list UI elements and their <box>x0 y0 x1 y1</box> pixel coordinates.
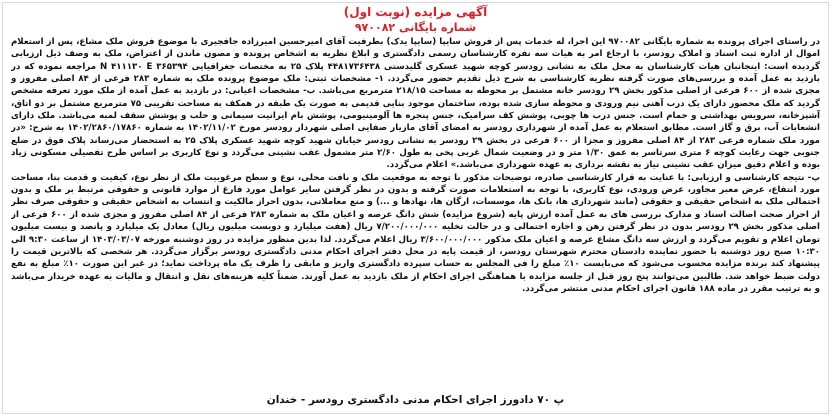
notice-body <box>11 36 820 391</box>
file-number: شماره بایگانی ۹۷۰۰۸۲ <box>354 21 477 34</box>
notice-title: آگهی مزایده (نوبت اول) <box>343 5 488 19</box>
auction-notice <box>2 2 829 414</box>
notice-signature: پ ۷۰ دادورز اجرای احکام مدنی دادگستری رودسر - خندان <box>266 394 565 406</box>
notice-paragraph: در راستای اجرای پرونده به شماره بایگانی ۹۷۰۰۸۲ این اجرا، له خدمات پس از فروش سایپا (سایپا یدک) بطرفیت آقای امیرحسین امیرزاده جافجیری با موضوع فروش ملک مشاع، پس از استعلام اموال از اداره ثبت اسناد و املاک رودسر، با ارجاع امر به هیات سه نفره کارشناسان رسمی دادگستری و ابلاغ نظریه به اشخاص پرونده و مصون ماندن از اعتراض، ملک به وصف ذیل ارزیابی گردیده است: اینجانبان هیات کارشناسان به محل ملک به نشانی رودسر کوچه شهید عسکری گلیدستی ۴۴۸۱۷۳۶۴۳۸ پلاک ۲۵ به مختصات جغرافیایی N ۴۱۱۱۳۰ E ۳۶۵۳۹۴ مراجعه نموده که در بازدید به عمل آمده و بررسی‌های صورت گرفته نظریه کارشناسی به شرح ذیل تقدیم حضور می‌گردد. ۱- مشخصات ثبتی: ملک موضوع پرونده ملک به شماره ۲۸۳ فرعی از ۸۴ اصلی مفروز و مجزی شده از ۶۰۰ فرعی از اصلی مذکور بخش ۲۹ رودسر خانه مشتمل بر محوطه به مساحت ۲۱۸/۱۵ مترمربع می‌باشد. ب- مشخصات اعیانی: در بازدید به عمل آمده از ملک مورد تعرفه مشخص گردید که ملک محصور دارای یک درب آهنی نیم ورودی و محوطه سازی شده بوده، ساختمان موجود بنایی قدیمی به صورت یک طبقه در همکف به مساحت تقریبی ۷۵ مترمربع مشتمل بر دو اتاق، آشپزخانه، سرویس بهداشتی و حمام است. جنس درب ها چوبی، پوشش کف سرامیک، جنس پنجره ها آلومینیومی، پوشش بام ایرانیت سیمانی و حلب و پوشش سقف لمبه می‌باشد. ملک دارای انشعابات آب، برق و گاز است. مطابق استعلام به عمل آمده از شهرداری رودسر به امضای آقای مازیار صفایی اصلی شهردار رودسر مورخ ۱۴۰۲/۱۱/۰۲ به شماره ۱۴۰۲/۲۸۶۰/۱۷۸۶۰ به شرح: «در مورد ملک شماره فرعی ۲۸۳ از ۸۴ اصلی مفروز و مجزا از ۶۰۰ فرعی در بخش ۲۹ رودسر به نشانی رودسر خیابان شهید کوچه شهید عسکری پلاک ۲۵ به استحضار می‌رساند پلاک فوق در ضلع جنوبی جهت رعایت کوچه ۶ متری سرتاسر به عمق ۱/۳۰ متر و در وضعیت شمال غربی پخی به طول ۲/۶۰ متر مشمول عقب نشینی می‌گردد و نوع کاربری بر اساس طرح تفصیلی مسکونی زیاد بوده و اعلام دقیق میزان عقب نشینی نیاز به نقشه برداری به عهده شهرداری می‌باشد.» اعلام می‌گردد. <box>11 37 820 171</box>
notice-paragraph: پ- نتیجه کارشناسی و ارزیابی: با عنایت به قرار کارشناسی صادره، توضیحات مذکور با توجه به موقعیت ملک و بافت محلی، نوع و سطح مرغوبیت ملک از نظر نوع، کیفیت و قدمت بنا، مساحت مورد انتفاع، عرض معبر مجاور، عرض ورودی، نوع کاربری، با توجه به استعلامات صورت گرفته و بدون در نظر گرفتن سایر عوامل مورد فارغ از موارد قانونی و حقوقی مرتبط بر ملک و بدون احتمالی ملک به اشخاص حقیقی و حقوقی (مانند شهرداری ها، بانک ها، موسسات، ارگان ها، نهادها و ...) و منع معاملاتی، بدون احراز مالکیت و انتساب به اشخاص حقیقی و حقوقی صرف نظر از احراز صحت اصالت اسناد و مدارک بررسی های به عمل آمده ارزش پایه (شروع مزایده) شش دانگ عرصه و اعیان ملک به شماره ۲۸۳ فرعی از ۸۴ اصلی مفروز و مجزی شده از ۶۰۰ فرعی از اصلی مذکور بخش ۲۹ رودسر بدون در نظر گرفتن رهن و اجاره احتمالی و در حالت تخلیه ۷/۲۰۰/۰۰۰/۰۰۰ ریال (هفت میلیارد و دویست میلیون ریال) معادل یک میلیارد و پانصد و بیست میلیون تومان اعلام و تقویم می‌گردد و ارزش سه دانگ مشاع عرصه و اعیان ملک مذکور ۳/۶۰۰/۰۰۰/۰۰۰ ریال اعلام می‌گردد. لذا بدین منظور مزایده در روز دوشنبه مورخه ۱۴۰۳/۰۳/۰۷ از ساعت ۹:۳۰ الی ۱۰:۳۰ صبح روز دوشنبه با حضور نماینده دادستان محترم شهرستان رودسر، از قیمت پایه در محل دفتر اجرای احکام مدنی دادگستری رودسر برگزار می‌گردد. هر شخصی که بالاترین قیمت را پیشنهاد کند برنده مزایده محسوب می‌شود که می‌بایست ۱۰٪ مبلغ را فی المجلس به حساب سپرده دادگستری واریز و مابقی را ظرف یک ماه پرداخت نماید؛ در غیر این صورت ۱۰٪ مبلغ به نفع دولت ضبط خواهد شد. طالبین می‌توانند پنج روز قبل از جلسه مزایده با هماهنگی اجرای احکام از ملک بازدید به عمل آورند. ضمناً کلیه هزینه‌های نقل و انتقال و مالیات به عهده خریدار می‌باشد و به ترتیب مقرر در ماده ۱۸۸ قانون اجرای احکام مدنی منتشر می‌گردد. <box>11 172 820 294</box>
